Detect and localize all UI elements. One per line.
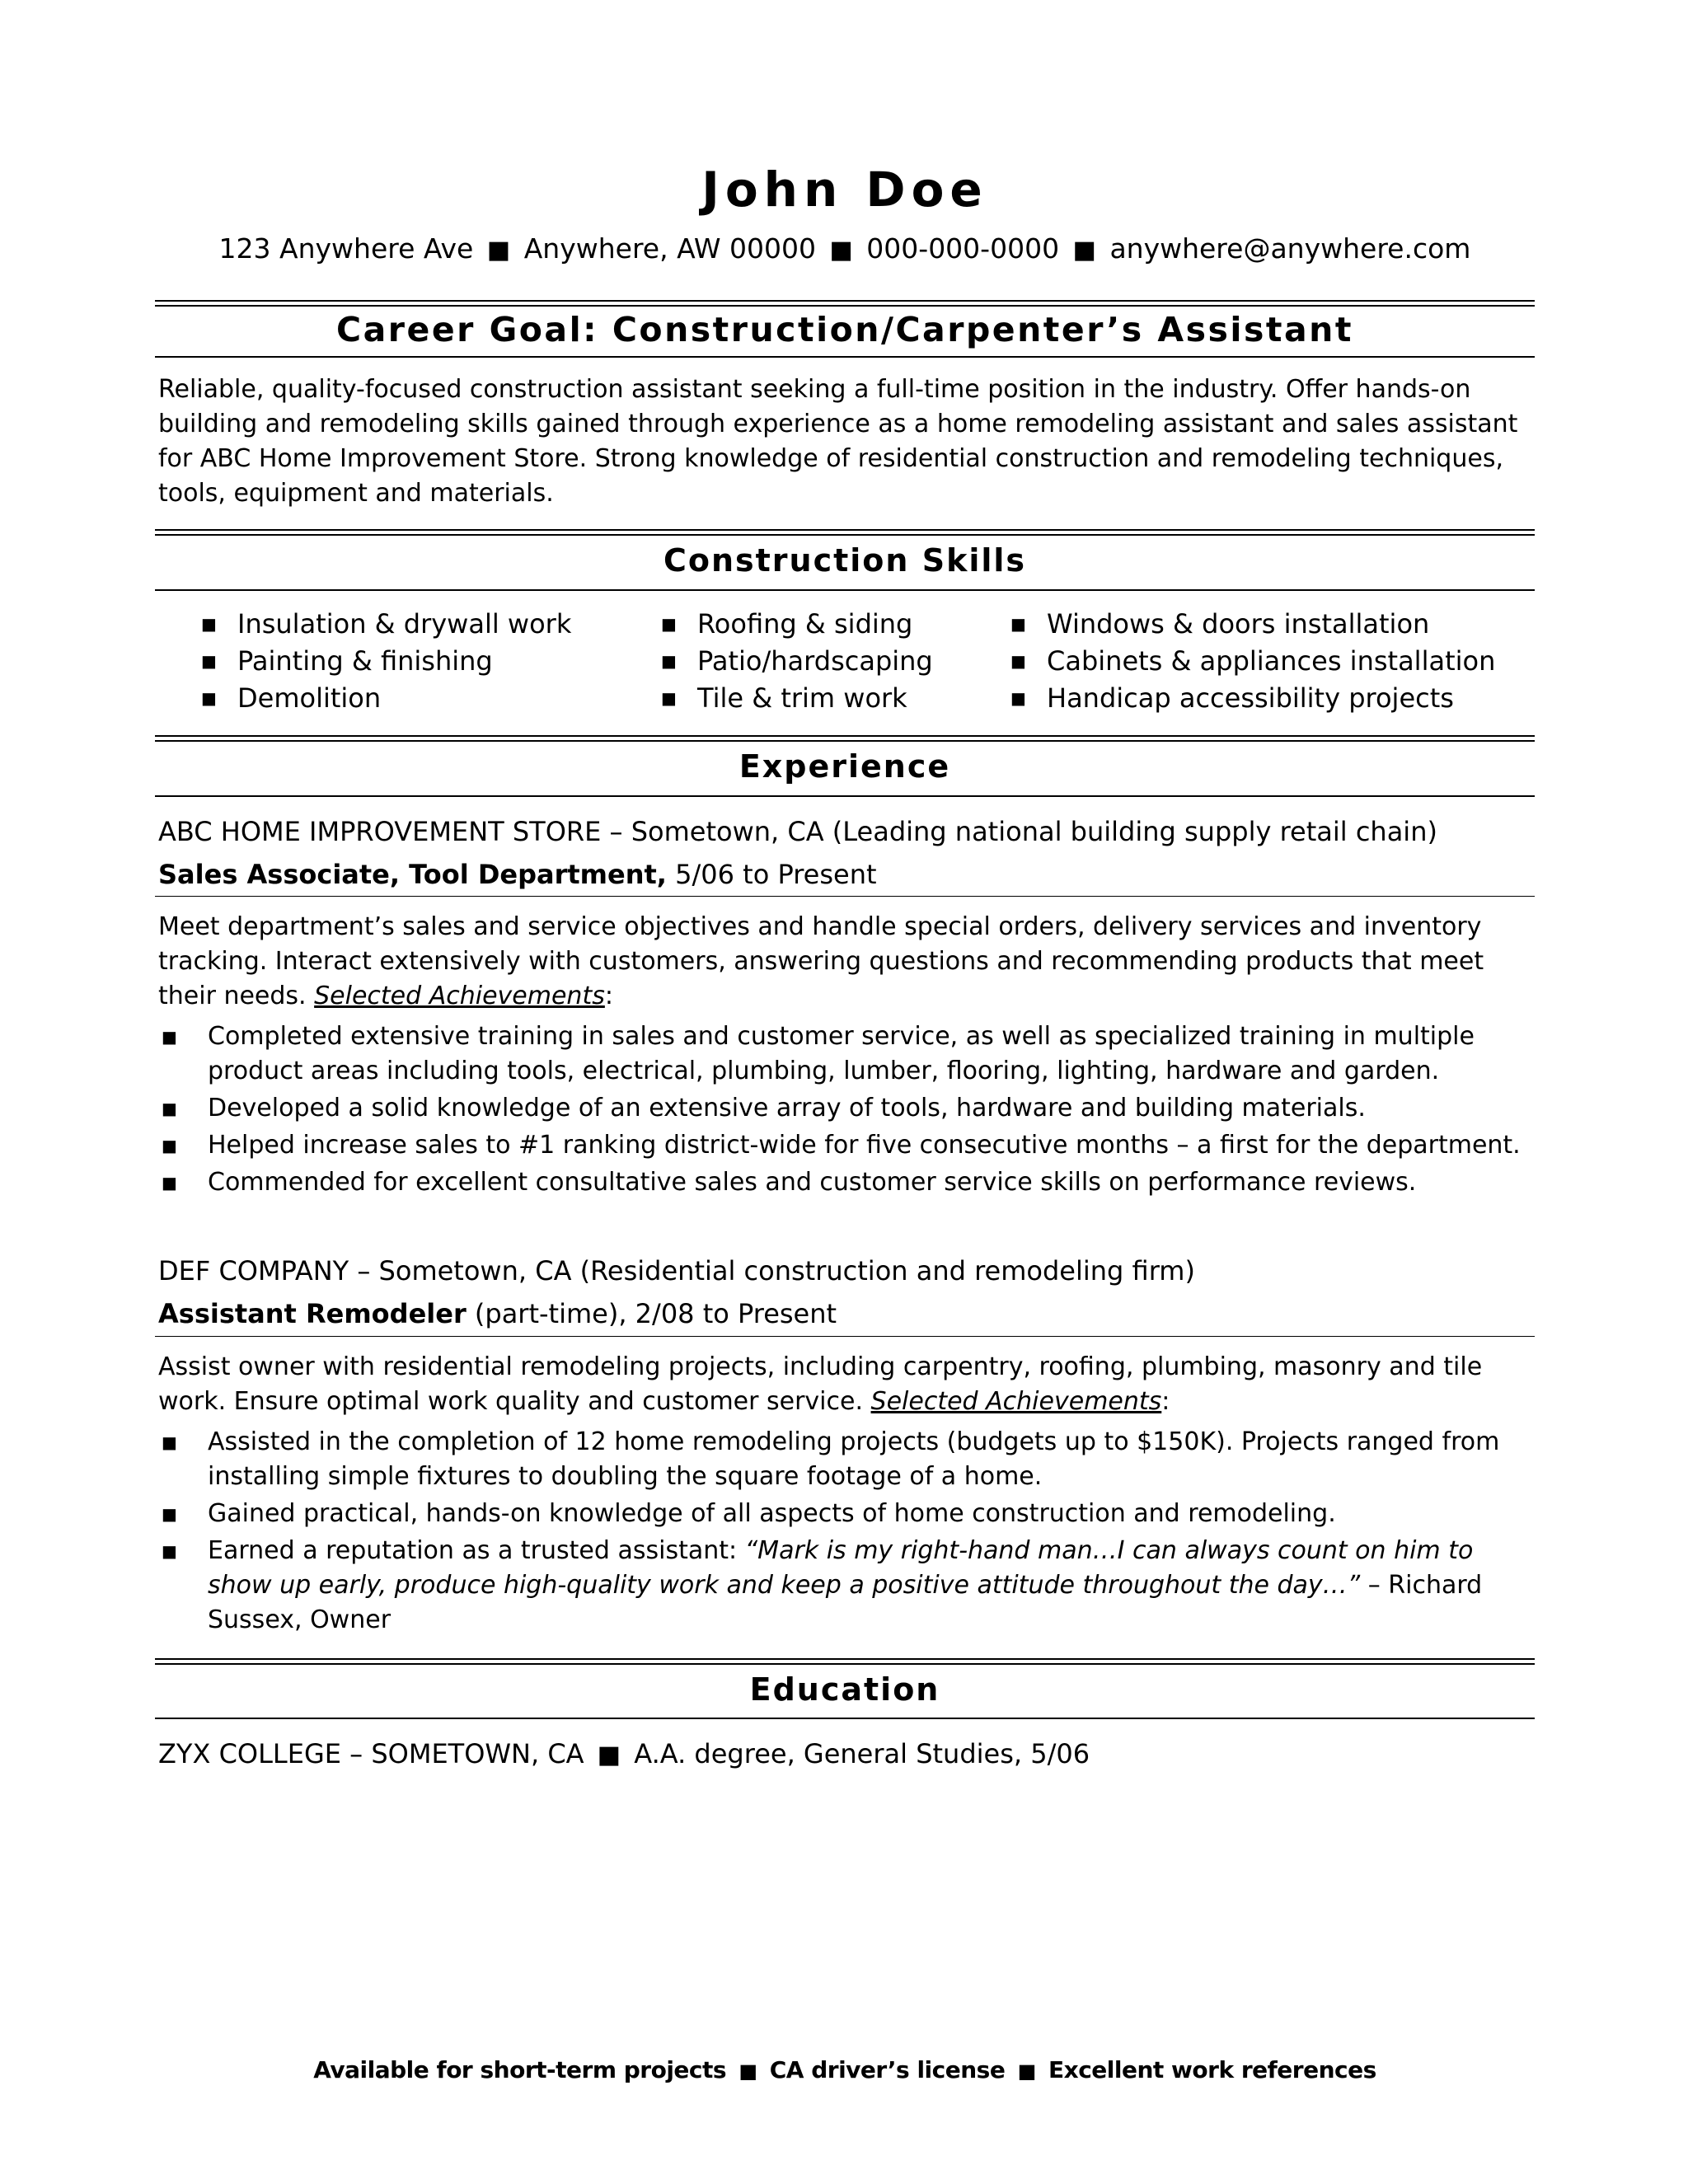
section-divider [155, 589, 1535, 591]
square-separator-icon: ■ [738, 2060, 757, 2083]
education-heading: Education [749, 1671, 940, 1708]
section-divider [155, 735, 1535, 742]
achievement-item: ■ Earned a reputation as a trusted assistant: “Mark is my right-hand man…I can always count on him to show up early, produce high-quality work and keep a positive attitude throughout the day…” – Richard Sussex, Owner [158, 1534, 1535, 1638]
address: 123 Anywhere Ave [218, 232, 474, 265]
square-bullet-icon: ■ [162, 1027, 177, 1047]
achievement-item: ■ Developed a solid knowledge of an extensive array of tools, hardware and building materials. [158, 1091, 1535, 1126]
candidate-name: John Doe [701, 162, 988, 218]
square-separator-icon: ■ [1072, 236, 1096, 265]
skills-column [661, 606, 933, 717]
role-title: Assistant Remodeler [158, 1298, 467, 1329]
square-bullet-icon: ■ [162, 1173, 177, 1193]
achievement-item: ■ Helped increase sales to #1 ranking district-wide for five consecutive months – a first for the department. [158, 1128, 1535, 1163]
role-line [158, 1295, 837, 1333]
job-description: Meet department’s sales and service objectives and handle special orders, delivery services and inventory tracking. Interact extensively with customers, answering questions and recommending products that meet their needs. Selected Achievements: [158, 912, 1484, 1010]
career-summary: Reliable, quality-focused construction assistant seeking a full-time position in the industry. Offer hands-on building and remodeling skills gained through experience as a home remodeling assistant and sales assistant for ABC Home Improvement Store. Strong knowledge of residential construction and remodeling techniques, tools, equipment and materials. [158, 375, 1518, 508]
square-bullet-icon: ■ [661, 614, 677, 634]
square-separator-icon: ■ [829, 236, 853, 265]
achievement-item: ■ Gained practical, hands-on knowledge of all aspects of home construction and remodeling. [158, 1497, 1535, 1531]
square-bullet-icon: ■ [661, 688, 677, 708]
education-line [158, 1735, 1090, 1774]
company-line: DEF COMPANY – Sometown, CA (Residential construction and remodeling firm) [158, 1255, 1195, 1286]
school: ZYX COLLEGE – SOMETOWN, CA [158, 1738, 584, 1769]
achievement-item: ■ Assisted in the completion of 12 home remodeling projects (budgets up to $150K). Projects ranged from installing simple fixtures to doubling the square footage of a home. [158, 1425, 1535, 1494]
experience-heading: Experience [738, 748, 951, 785]
company-line: ABC HOME IMPROVEMENT STORE – Sometown, CA (Leading national building supply retail chain) [158, 816, 1437, 847]
square-bullet-icon: ■ [661, 651, 677, 671]
section-divider [155, 529, 1535, 536]
achievement-list [158, 1425, 1535, 1640]
section-divider [155, 795, 1535, 797]
skills-column [1010, 606, 1496, 717]
square-separator-icon: ■ [486, 236, 511, 265]
square-bullet-icon: ■ [1010, 688, 1026, 708]
achievement-list [158, 1019, 1535, 1202]
square-bullet-icon: ■ [162, 1099, 177, 1118]
phone: 000-000-0000 [866, 232, 1060, 265]
skill-item: ■ Demolition [237, 680, 571, 717]
footer-item: Available for short-term projects [313, 2056, 727, 2083]
selected-achievements-label: Selected Achievements [314, 982, 605, 1010]
email: anywhere@anywhere.com [1109, 232, 1471, 265]
job-divider [155, 1336, 1535, 1337]
selected-achievements-label: Selected Achievements [870, 1387, 1162, 1416]
job-divider [155, 896, 1535, 897]
square-bullet-icon: ■ [162, 1541, 177, 1561]
achievement-item: ■ Commended for excellent consultative sales and customer service skills on performance reviews. [158, 1165, 1535, 1200]
skills-column [201, 606, 572, 717]
city: Anywhere, AW 00000 [523, 232, 816, 265]
skill-item: ■ Windows & doors installation [1047, 606, 1495, 643]
role-line [158, 855, 877, 893]
square-bullet-icon: ■ [201, 651, 217, 671]
skill-item: ■ Painting & finishing [237, 643, 571, 680]
skill-item: ■ Insulation & drywall work [237, 606, 571, 643]
square-bullet-icon: ■ [201, 688, 217, 708]
footer-item: Excellent work references [1048, 2056, 1376, 2083]
skill-item: ■ Tile & trim work [697, 680, 933, 717]
role-title: Sales Associate, Tool Department, [158, 859, 667, 890]
skill-item: ■ Cabinets & appliances installation [1047, 643, 1495, 680]
section-divider [155, 300, 1535, 307]
square-bullet-icon: ■ [162, 1504, 177, 1524]
role-dates: (part-time), 2/08 to Present [466, 1298, 837, 1329]
section-divider [155, 1658, 1535, 1665]
square-bullet-icon: ■ [1010, 614, 1026, 634]
degree: A.A. degree, General Studies, 5/06 [634, 1738, 1090, 1769]
contact-line [155, 229, 1535, 270]
square-bullet-icon: ■ [162, 1432, 177, 1452]
testimonial-quote: “Mark is my right-hand man…I can always count on him to show up early, produce high-quality work and keep a positive attitude throughout the day…” [208, 1536, 1474, 1600]
skill-item: ■ Patio/hardscaping [697, 643, 933, 680]
square-bullet-icon: ■ [1010, 651, 1026, 671]
skill-item: ■ Handicap accessibility projects [1047, 680, 1495, 717]
role-dates: 5/06 to Present [666, 859, 877, 890]
footer-line [155, 2054, 1535, 2088]
square-separator-icon: ■ [1017, 2060, 1036, 2083]
skill-item: ■ Roofing & siding [697, 606, 933, 643]
square-bullet-icon: ■ [201, 614, 217, 634]
career-goal-heading: Career Goal: Construction/Carpenter’s Assistant [336, 310, 1353, 349]
job-description: Assist owner with residential remodeling projects, including carpentry, roofing, plumbing, masonry and tile work. Ensure optimal work quality and customer service. Selected Achievements: [158, 1352, 1483, 1416]
achievement-item: ■ Completed extensive training in sales and customer service, as well as specialized training in multiple product areas including tools, electrical, plumbing, lumber, flooring, lighting, hardware and garden. [158, 1019, 1535, 1089]
footer-item: CA driver’s license [769, 2056, 1006, 2083]
section-divider [155, 1718, 1535, 1719]
square-bullet-icon: ■ [162, 1136, 177, 1155]
section-divider [155, 356, 1535, 358]
square-separator-icon: ■ [597, 1741, 621, 1769]
skills-heading: Construction Skills [663, 542, 1027, 579]
